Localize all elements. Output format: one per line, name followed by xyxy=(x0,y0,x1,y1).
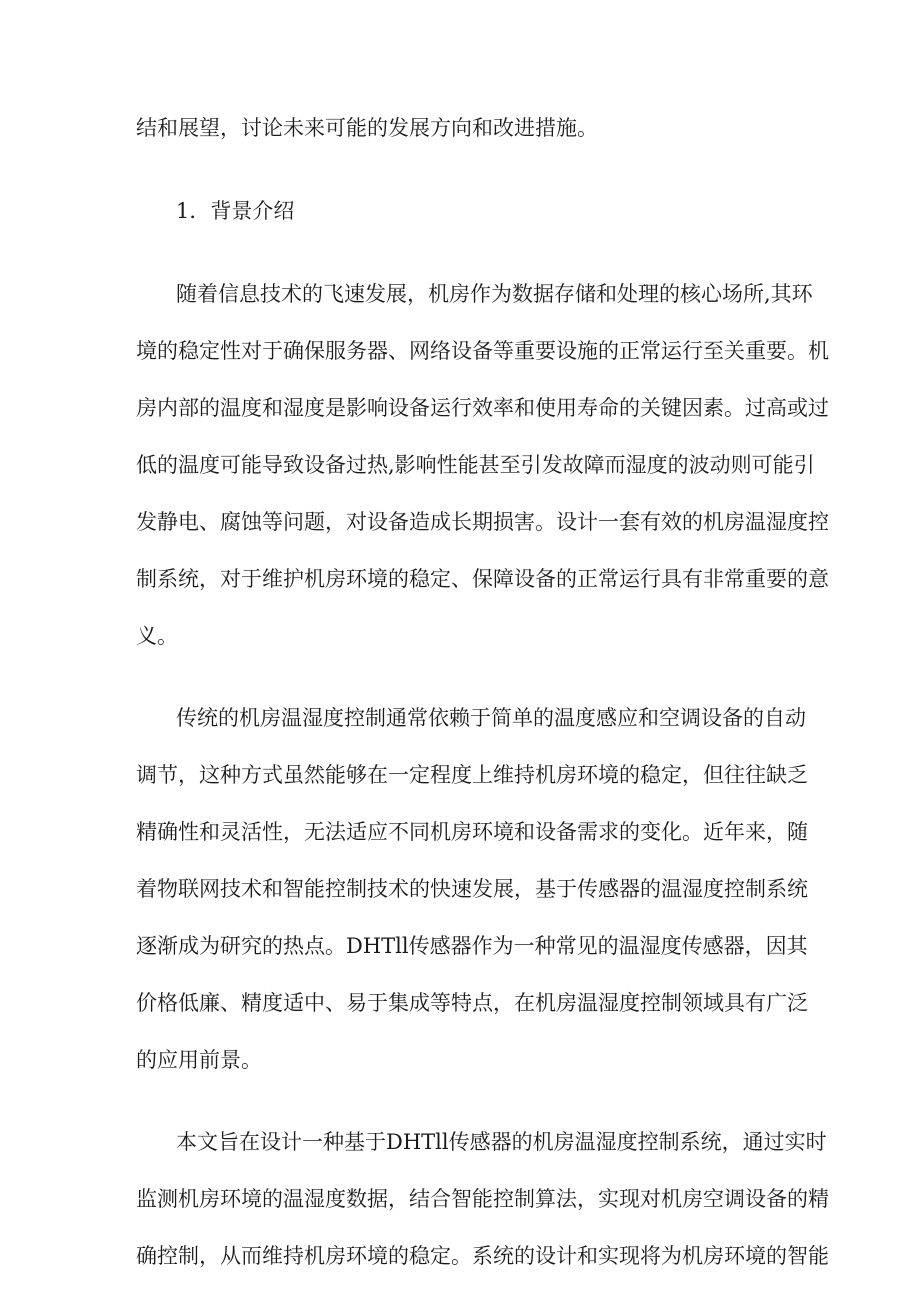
paragraph-2-line-4: 着物联网技术和智能控制技术的快速发展，基于传感器的温湿度控制系统 xyxy=(136,877,808,901)
paragraph-1-line-4: 低的温度可能导致设备过热,影响性能甚至引发故障而湿度的波动则可能引 xyxy=(136,453,815,477)
paragraph-1-line-2: 境的稳定性对于确保服务器、网络设备等重要设施的正常运行至关重要。机 xyxy=(136,339,829,363)
paragraph-2-line-6: 价格低廉、精度适中、易于集成等特点，在机房温湿度控制领域具有广泛 xyxy=(136,991,808,1015)
paragraph-1-line-1: 随着信息技术的飞速发展，机房作为数据存储和处理的核心场所,其环 xyxy=(176,282,813,306)
paragraph-3-line-2: 监测机房环境的温湿度数据，结合智能控制算法，实现对机房空调设备的精 xyxy=(136,1187,829,1211)
paragraph-2-line-3: 精确性和灵活性，无法适应不同机房环境和设备需求的变化。近年来，随 xyxy=(136,820,808,844)
paragraph-3-line-3: 确控制，从而维持机房环境的稳定。系统的设计和实现将为机房环境的智能 xyxy=(136,1244,829,1268)
paragraph-2-line-7: 的应用前景。 xyxy=(136,1048,262,1072)
paragraph-1-line-7: 义。 xyxy=(136,624,178,648)
paragraph-3-line-1: 本文旨在设计一种基于DHTll传感器的机房温湿度控制系统，通过实时 xyxy=(176,1130,827,1154)
section-heading: 1．背景介绍 xyxy=(176,199,295,223)
paragraph-2-line-5: 逐渐成为研究的热点。DHTll传感器作为一种常见的温湿度传感器，因其 xyxy=(136,934,808,958)
paragraph-2-line-1: 传统的机房温湿度控制通常依赖于简单的温度感应和空调设备的自动 xyxy=(176,706,806,730)
paragraph-1-line-5: 发静电、腐蚀等问题，对设备造成长期损害。设计一套有效的机房温湿度控 xyxy=(136,510,829,534)
intro-tail-line: 结和展望，讨论未来可能的发展方向和改进措施。 xyxy=(136,116,598,140)
paragraph-1-line-3: 房内部的温度和湿度是影响设备运行效率和使用寿命的关键因素。过高或过 xyxy=(136,396,829,420)
paragraph-2-line-2: 调节，这种方式虽然能够在一定程度上维持机房环境的稳定，但往往缺乏 xyxy=(136,763,808,787)
paragraph-1-line-6: 制系统，对于维护机房环境的稳定、保障设备的正常运行具有非常重要的意 xyxy=(136,567,829,591)
